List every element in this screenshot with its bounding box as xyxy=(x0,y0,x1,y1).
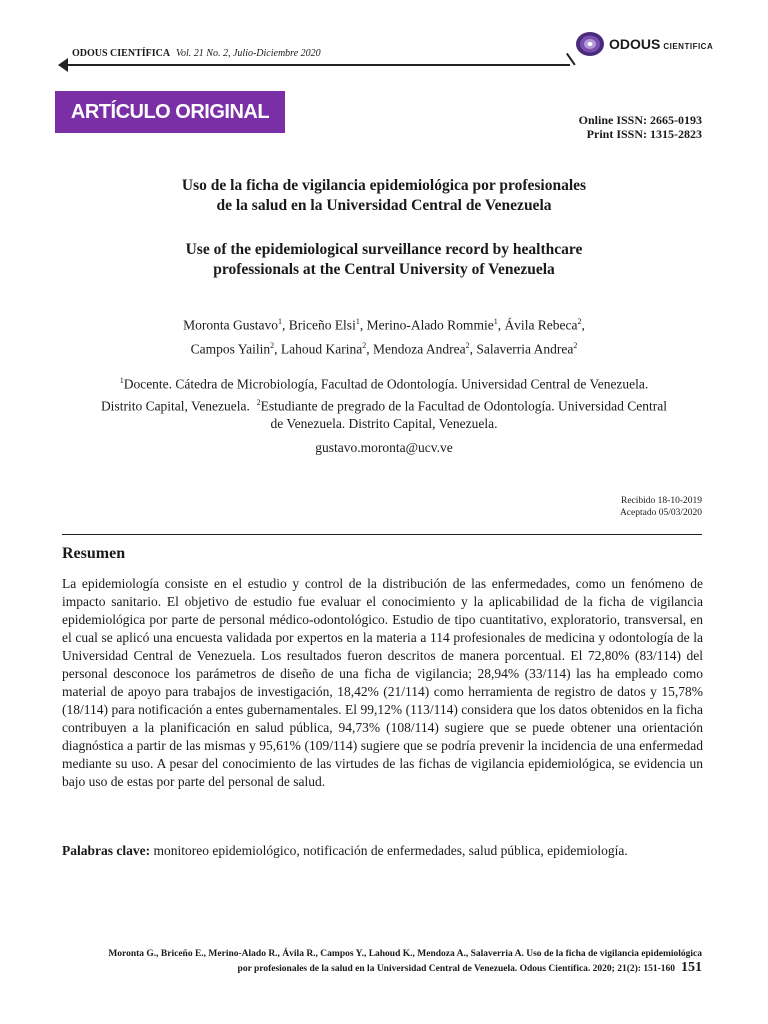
title-spanish: Uso de la ficha de vigilancia epidemiológica por profesionales de la salud en la Universidad Central de Venezuela xyxy=(181,177,587,214)
author-name: Campos Yailin xyxy=(190,341,271,356)
odous-logo-icon xyxy=(574,30,606,58)
odous-logo xyxy=(609,36,713,52)
journal-name: ODOUS CIENTÍFICA xyxy=(72,48,170,59)
header-rule xyxy=(62,64,570,66)
affiliation-2: Estudiante de pregrado de la Facultad de Odontología. Universidad Central de Venezuela. Distrito Capital, Venezuela. xyxy=(260,398,668,431)
keywords-text: monitoreo epidemiológico, notificación de enfermedades, salud pública, epidemiología. xyxy=(150,843,628,858)
page-number: 151 xyxy=(681,960,702,975)
keywords-label: Palabras clave: xyxy=(62,843,151,858)
submission-dates xyxy=(620,495,702,519)
affiliations: $^1$Docente. Cátedra de Microbiología, Facultad de Odontología. Universidad Central de Venezuela. Distrito Capital, Venezuela. $^2$Estudiante de pregrado de la Facultad de Odontología. Universidad Central de Venezuela. Distrito Capital, Venezuela. xyxy=(100,376,668,431)
citation-line-1: Moronta G., Briceño E., Merino-Alado R., Ávila R., Campos Y., Lahoud K., Mendoza A., Salaverria A. Uso de la ficha de vigilancia epidemiológica xyxy=(108,949,702,959)
author-name: Salaverria Andrea xyxy=(476,341,574,356)
keywords xyxy=(62,842,703,860)
author-name: Briceño Elsi xyxy=(288,317,356,333)
author-name: Moronta Gustavo xyxy=(183,317,278,333)
running-header xyxy=(72,48,321,59)
issn-print: Print ISSN: 1315-2823 xyxy=(586,127,702,141)
author-name: Lahoud Karina xyxy=(280,341,363,356)
logo-sub-text: CIENTIFICA xyxy=(663,42,714,51)
article-type-badge: ARTÍCULO ORIGINAL xyxy=(55,91,285,133)
citation-footer xyxy=(66,947,702,976)
received-date: Recibido 18-10-2019 xyxy=(620,496,702,506)
abstract-body: La epidemiología consiste en el estudio y control de la distribución de las enfermedades, como un fenómeno de impacto sanitario. El objetivo de estudio fue evaluar el conocimiento y la aplicabilidad de la ficha de vigilancia epidemiológica por parte de personal médico-odontológico. Estudio de tipo cuantitativo, exploratorio, transversal, en el cual se aplicó una encuesta validada por expertos en la materia a 114 profesionales de medicina y odontología de la Universidad Central de Venezuela. Los resultados fueron descritos de manera porcentual. El 72,80% (83/114) del personal desconoce los parámetros de diseño de una ficha de vigilancia; 28,94% (33/114) las ha empleado como material de apoyo para trabajos de investigación, 18,42% (21/114) como herramienta de registro de datos y 15,78% (18/114) para notificación a entes gubernamentales. El 99,12% (113/114) considera que los datos obtenidos en la ficha contribuyen a la planificación en salud pública, 94,73% (108/114) sugiere que se puede obtener una orientación diagnóstica a partir de las mismas y 95,61% (109/114) sugiere que se podría prevenir la incidencia de una enfermedad mediante su uso. A pesar del conocimiento de las virtudes de las fichas de vigilancia epidemiológica, se evidencia un bajo uso de estas por parte del personal de salud. xyxy=(62,576,703,789)
author-name: Merino-Alado Rommie xyxy=(366,317,494,333)
title-english: Use of the epidemiological surveillance record by healthcare professionals at the Central University of Venezuela xyxy=(185,241,583,278)
author-line-2: Campos Yailin$^2$, Lahoud Karina$^2$, Mendoza Andrea$^2$, Salaverria Andrea$^2$ xyxy=(190,340,578,356)
abstract-heading: Resumen xyxy=(62,545,126,562)
accepted-date: Aceptado 05/03/2020 xyxy=(619,508,702,518)
affiliation-1: Docente. Cátedra de Microbiología, Facultad de Odontología. Universidad Central de Venezuela. Distrito Capital, Venezuela. xyxy=(100,376,649,413)
author-name: Mendoza Andrea xyxy=(372,341,466,356)
corresponding-email[interactable]: gustavo.moronta@ucv.ve xyxy=(315,440,453,455)
author-line-1: Moronta Gustavo$^1$, Briceño Elsi$^1$, Merino-Alado Rommie$^1$, Ávila Rebeca$^2$, xyxy=(183,317,585,333)
issn-block xyxy=(579,113,702,141)
journal-volume: Vol. 21 No. 2, Julio-Diciembre 2020 xyxy=(176,48,321,59)
logo-main-text: ODOUS xyxy=(609,36,661,52)
author-list xyxy=(80,312,688,359)
author-name: Ávila Rebeca xyxy=(504,317,578,333)
section-divider xyxy=(62,534,702,535)
citation-line-2: por profesionales de la salud en la Universidad Central de Venezuela. Odous Científica. 2020; 21(2): 151-160 xyxy=(237,964,675,974)
issn-online: Online ISSN: 2665-0193 xyxy=(578,113,702,127)
